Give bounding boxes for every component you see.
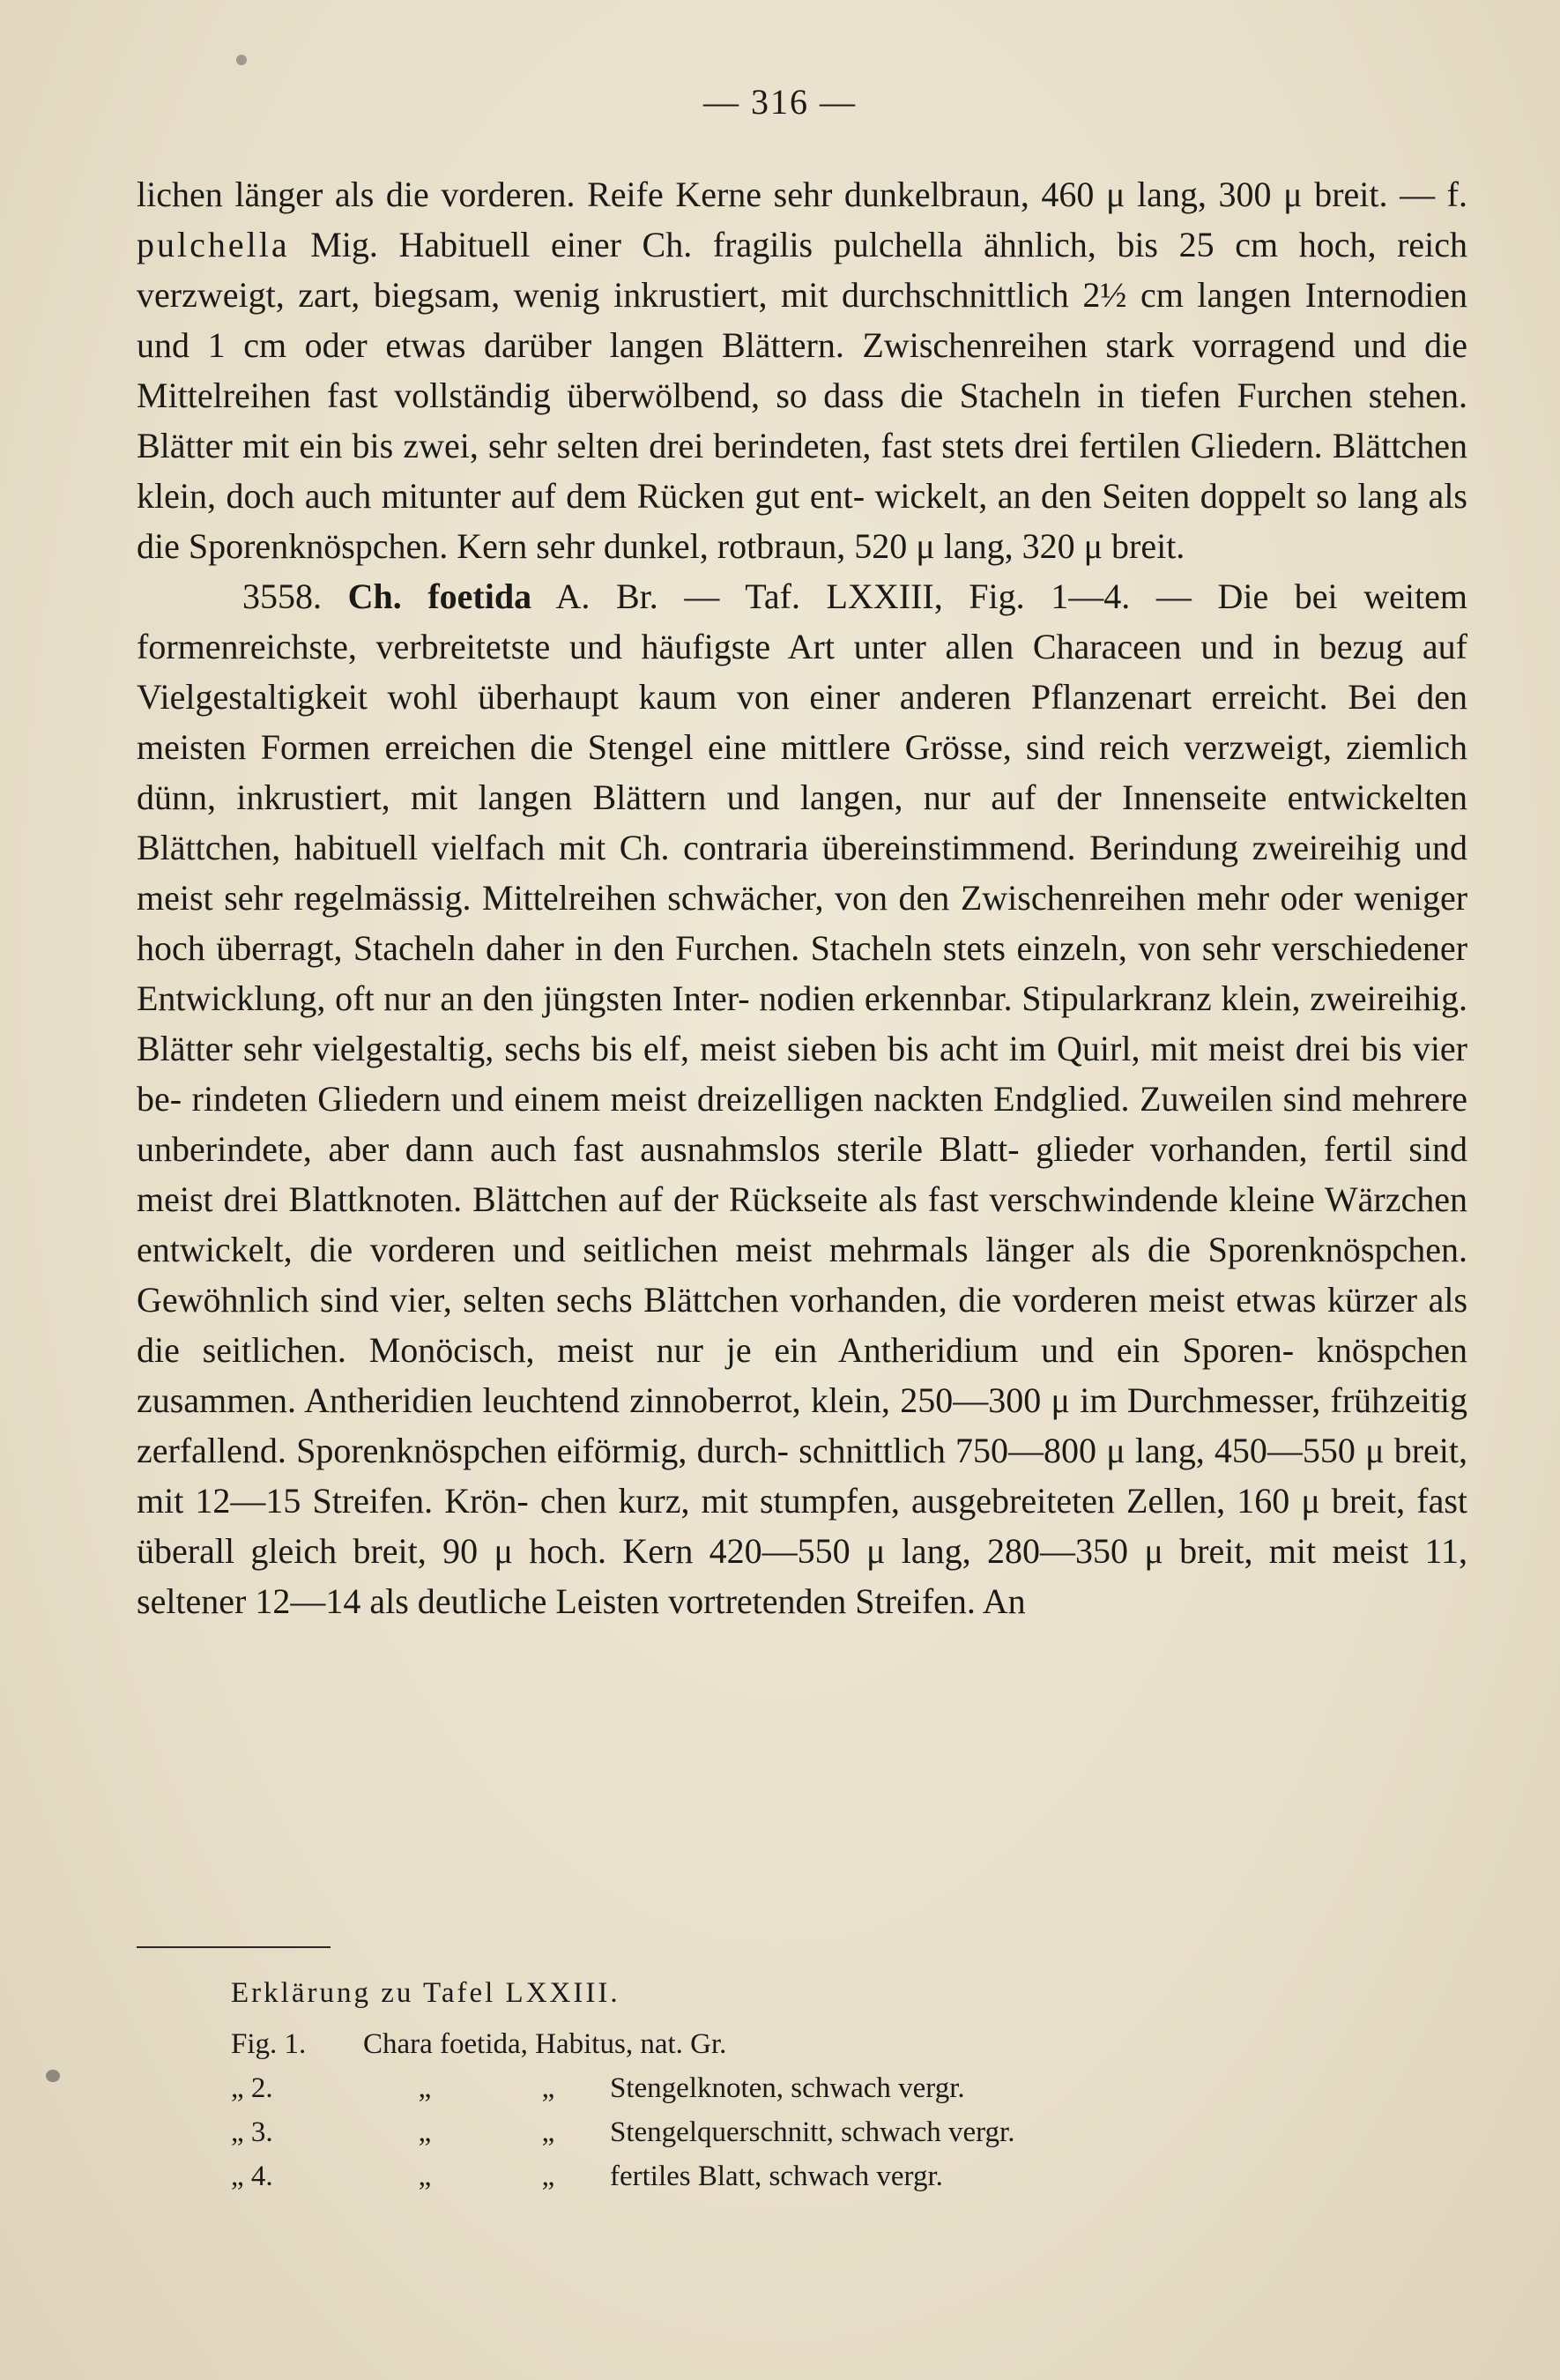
text-line: im Durchmesser, frühzeitig zerfallend. Sporenknöspchen eiförmig, durch- bbox=[137, 1380, 1467, 1470]
text-line: als die seitlichen. Monöcisch, meist nur je ein Antheridium und ein Sporen- bbox=[137, 1280, 1468, 1370]
plate-explanation-title: Erklärung zu Tafel LXXIII. bbox=[231, 1977, 620, 2009]
figure-caption: Chara foetida, Habitus, nat. Gr. bbox=[363, 2028, 727, 2060]
paragraph-continued bbox=[137, 169, 1467, 571]
ditto-mark: „ bbox=[418, 2161, 432, 2192]
figure-number: „ 2. bbox=[231, 2072, 273, 2104]
ditto-mark: „ bbox=[541, 2116, 555, 2148]
ditto-mark: „ bbox=[418, 2116, 432, 2148]
paper-speck bbox=[46, 2070, 60, 2082]
page-number: — 316 — bbox=[703, 82, 857, 122]
body-text bbox=[137, 169, 1467, 1626]
text-line: sind mehrere unberindete, aber dann auch fast ausnahmslos sterile Blatt- bbox=[137, 1079, 1467, 1169]
text-line: nodien erkennbar. Stipularkranz klein, zweireihig. Blätter sehr vielgestaltig, bbox=[137, 978, 1467, 1068]
text-line: vollständig überwölbend, so dass die Stacheln in tiefen Furchen stehen. bbox=[394, 376, 1467, 415]
figure-number: Fig. 1. bbox=[231, 2028, 307, 2060]
text-line: dunkel, rotbraun, 520 μ lang, 320 μ breit. bbox=[603, 526, 1185, 566]
species-number: 3558. bbox=[242, 576, 348, 616]
text-line: lichen länger als die vorderen. Reife Kerne sehr dunkelbraun, 460 μ lang, bbox=[137, 175, 1207, 214]
species-name: Ch. foetida bbox=[347, 576, 532, 616]
text-line: einzeln, von sehr verschiedener Entwicklung, oft nur an den jüngsten Inter- bbox=[137, 928, 1468, 1018]
figure-caption: Stengelquerschnitt, schwach vergr. bbox=[610, 2116, 1015, 2148]
text-line: ähnlich, bis 25 cm hoch, reich verzweigt, zart, biegsam, wenig inkrustiert, bbox=[137, 225, 1468, 315]
text-line: sind vier, selten sechs Blättchen vorhanden, die vorderen meist etwas kürzer bbox=[320, 1280, 1418, 1320]
paragraph-chara-foetida bbox=[137, 571, 1467, 1626]
text-line: chen kurz, mit stumpfen, ausgebreiteten Zellen, 160 μ breit, fast überall bbox=[137, 1481, 1468, 1571]
text-line: vielfach mit Ch. contraria übereinstimmend. Berindung zweireihig und meist bbox=[137, 828, 1467, 918]
text-line: Pflanzenart erreicht. Bei den meisten Formen erreichen die Stengel eine bbox=[137, 677, 1468, 767]
figure-caption-row bbox=[231, 2066, 1200, 2110]
text-line: gleich breit, 90 μ hoch. Kern 420—550 μ lang, 280—350 μ breit, mit bbox=[250, 1531, 1317, 1571]
text-line: mit durchschnittlich 2½ cm langen Internodien und 1 cm oder etwas darüber bbox=[137, 275, 1468, 365]
text-line: mittlere Grösse, sind reich verzweigt, ziemlich dünn, inkrustiert, mit langen bbox=[137, 727, 1467, 817]
text-line: Gliedern. Blättchen klein, doch auch mitunter auf dem Rücken gut ent- bbox=[137, 426, 1467, 516]
text-line: knöspchen zusammen. Antheridien leuchtend zinnoberrot, klein, 250—300 μ bbox=[137, 1330, 1467, 1420]
text-line: schnittlich 750—800 μ lang, 450—550 μ breit, mit 12—15 Streifen. Krön- bbox=[137, 1431, 1468, 1521]
figure-number: „ 3. bbox=[231, 2116, 273, 2148]
footnote-divider bbox=[137, 1946, 331, 1948]
figure-caption: Stengelknoten, schwach vergr. bbox=[610, 2072, 965, 2104]
text-line: meist 11, seltener 12—14 als deutliche Leisten vortretenden Streifen. An bbox=[137, 1531, 1467, 1621]
ditto-mark: „ bbox=[541, 2072, 555, 2104]
text-line: und seitlichen meist mehrmals länger als die Sporenknöspchen. Gewöhnlich bbox=[137, 1230, 1468, 1320]
ditto-mark: „ bbox=[541, 2161, 555, 2192]
figure-caption-row bbox=[231, 2022, 1200, 2066]
text-line: A. Br. — Taf. LXXIII, Fig. 1—4. — Die bei bbox=[531, 576, 1338, 616]
text-line: rindeten Gliedern und einem meist dreizelligen nackten Endglied. Zuweilen bbox=[191, 1079, 1274, 1119]
ditto-mark: „ bbox=[418, 2072, 432, 2104]
form-name: pulchella bbox=[137, 225, 290, 264]
text-line: langen Blättern. Zwischenreihen stark vorragend und die Mittelreihen fast bbox=[137, 325, 1468, 415]
text-line: wickelt, an den Seiten doppelt so lang als die Sporenknöspchen. Kern sehr bbox=[137, 476, 1467, 566]
text-line: und in bezug auf Vielgestaltigkeit wohl überhaupt kaum von einer anderen bbox=[137, 627, 1468, 717]
text-line: sehr regelmässig. Mittelreihen schwächer, von den Zwischenreihen mehr oder bbox=[224, 878, 1343, 918]
text-line: 300 μ breit. — f. pulchella Mig. Habituell einer Ch. fragilis pulchella bbox=[137, 175, 1468, 264]
text-line: Blätter mit ein bis zwei, sehr selten drei berindeten, fast stets drei fertilen bbox=[137, 426, 1181, 465]
text-line: weniger hoch überragt, Stacheln daher in den Furchen. Stacheln stets bbox=[137, 878, 1468, 968]
text-line: glieder vorhanden, fertil sind meist drei Blattknoten. Blättchen auf der bbox=[137, 1129, 1467, 1219]
text-line: Rückseite als fast verschwindende kleine Wärzchen entwickelt, die vorderen bbox=[137, 1179, 1468, 1269]
figure-caption: fertiles Blatt, schwach vergr. bbox=[610, 2161, 943, 2192]
plate-explanation bbox=[231, 1971, 1200, 2198]
figure-caption-row bbox=[231, 2154, 1200, 2198]
text-line: weitem formenreichste, verbreitetste und häufigste Art unter allen Characeen bbox=[137, 576, 1468, 666]
figure-number: „ 4. bbox=[231, 2161, 273, 2192]
paper-speck bbox=[236, 55, 247, 65]
figure-caption-row bbox=[231, 2110, 1200, 2154]
text-line: Blättern und langen, nur auf der Innenseite entwickelten Blättchen, habituell bbox=[137, 777, 1468, 867]
text-line: sechs bis elf, meist sieben bis acht im Quirl, mit meist drei bis vier be- bbox=[137, 1029, 1468, 1119]
